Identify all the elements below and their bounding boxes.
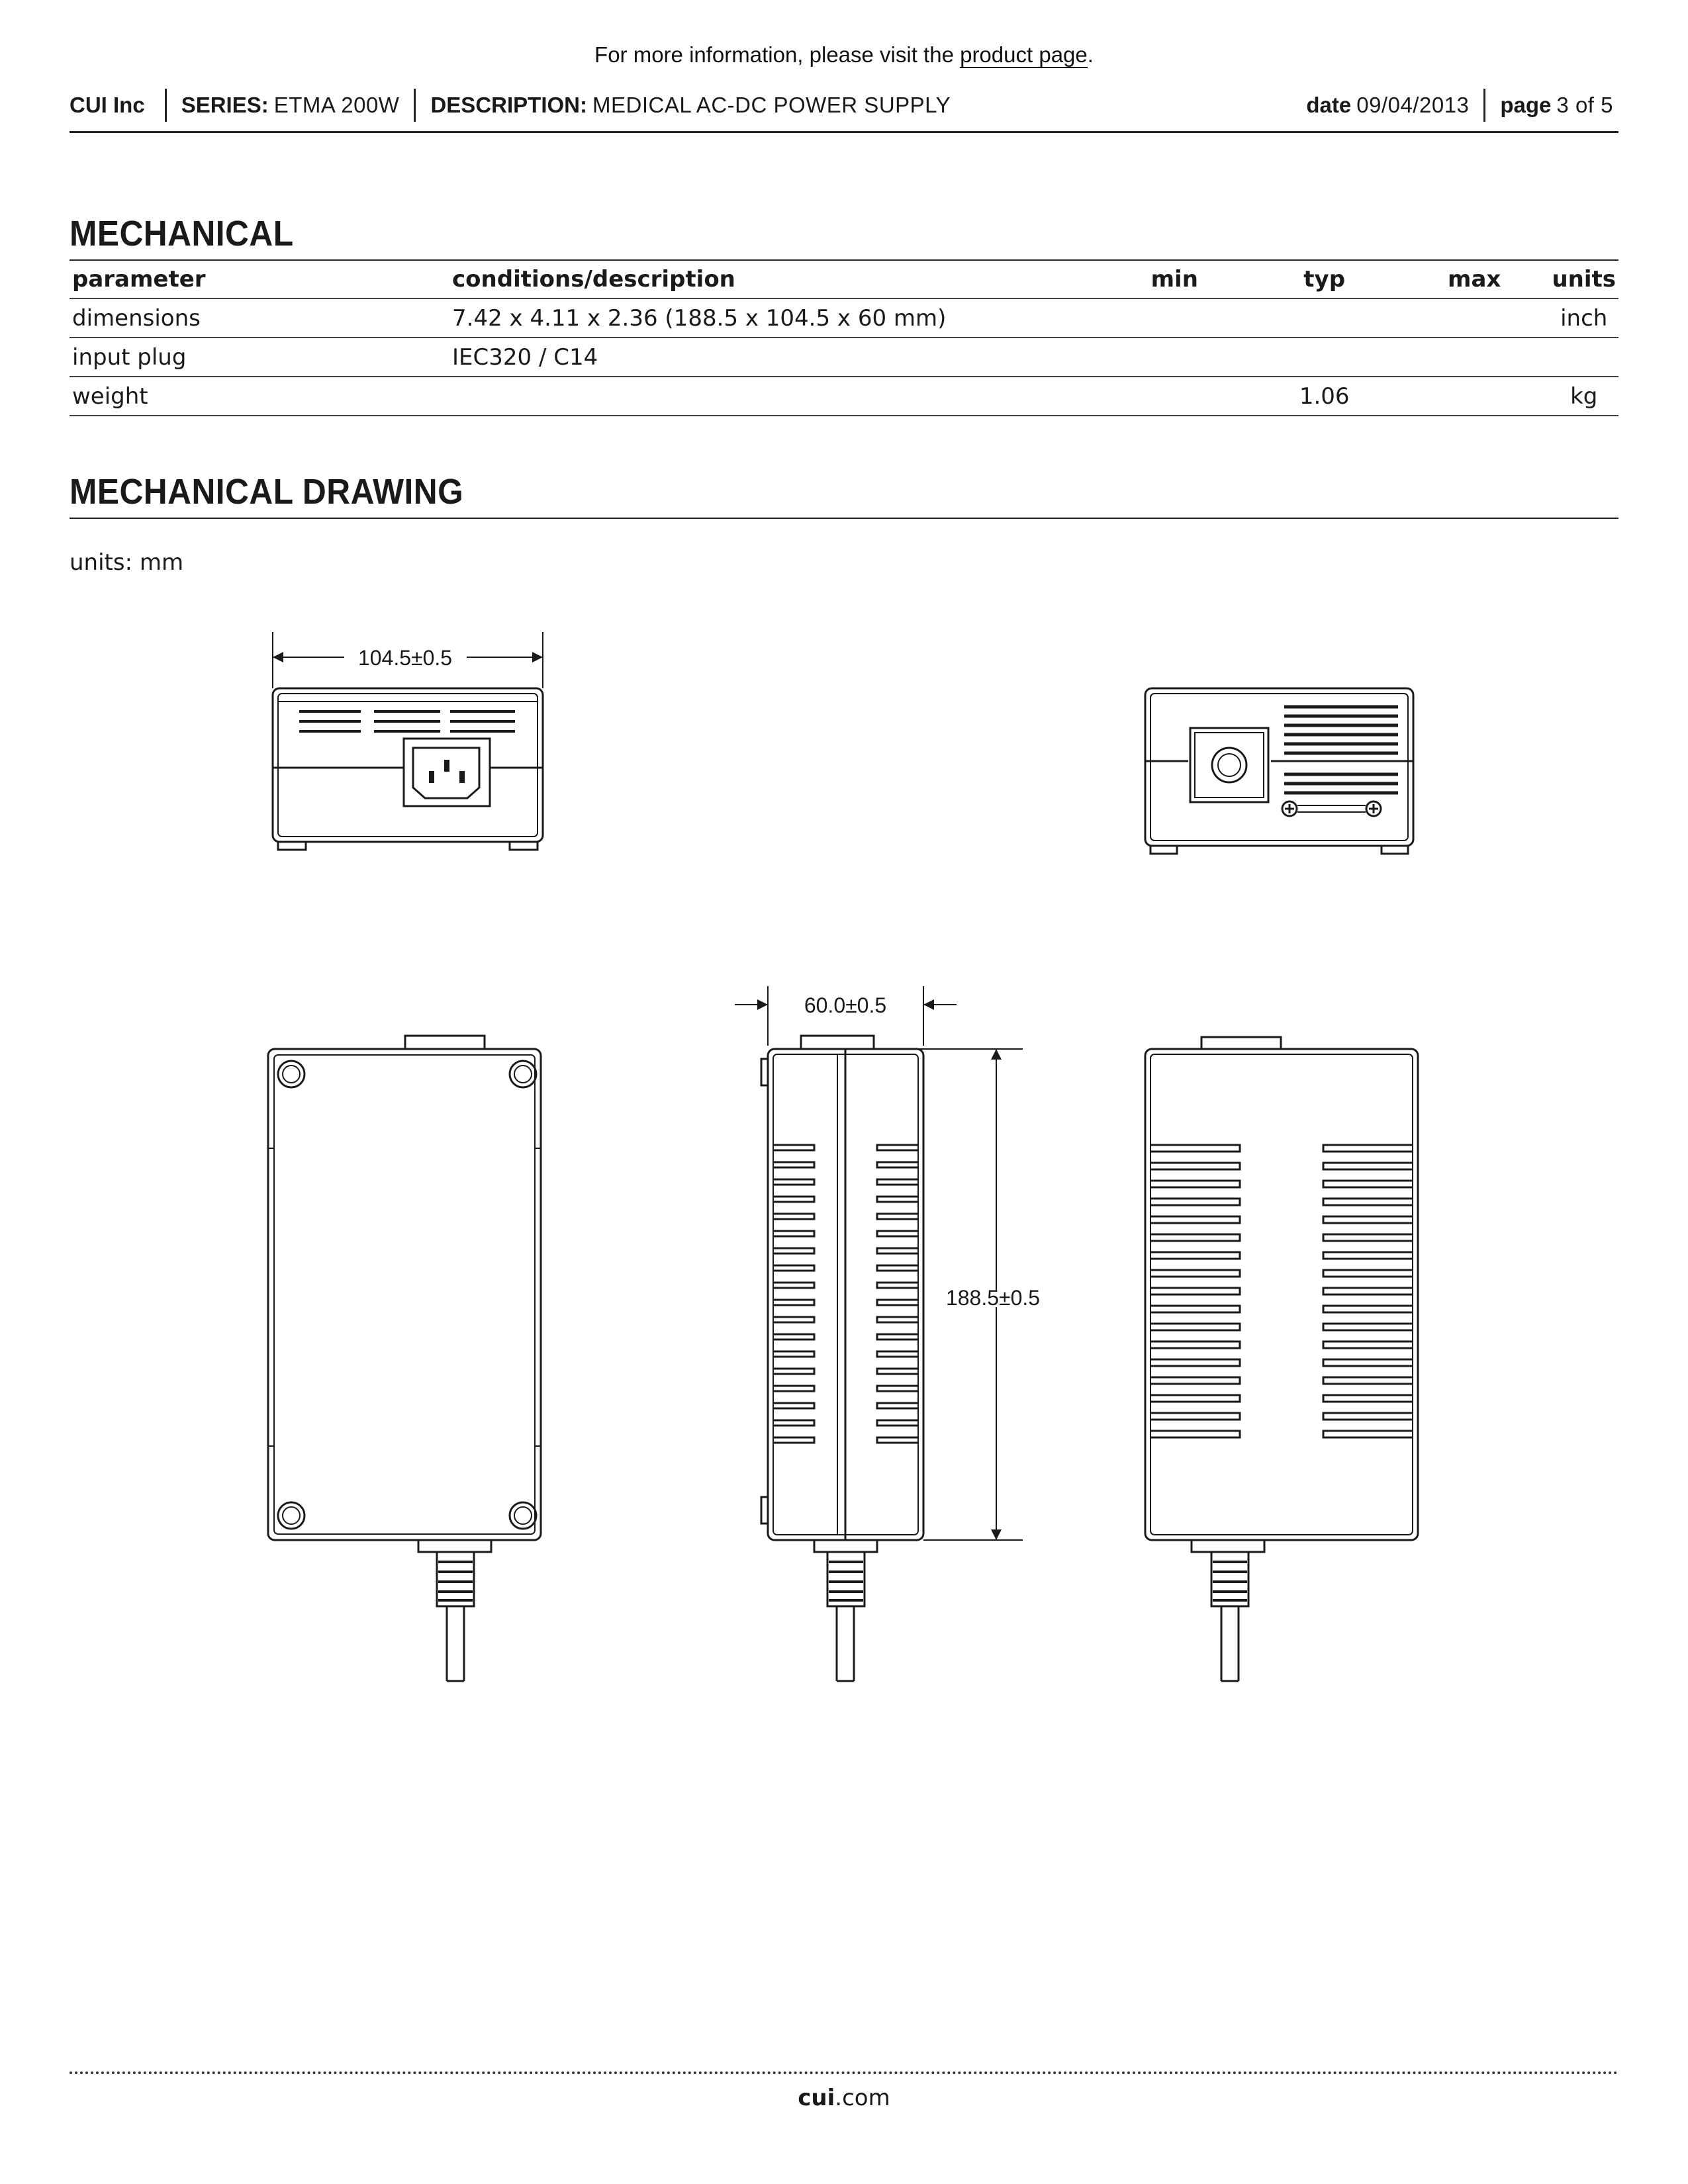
company-name: CUI Inc: [70, 93, 145, 117]
col-typ: typ: [1249, 260, 1399, 298]
date-value: 09/04/2013: [1356, 93, 1470, 117]
mechanical-title: MECHANICAL: [70, 214, 294, 253]
cell-units: inch: [1549, 298, 1618, 338]
footer-brand-rest[interactable]: .com: [835, 2085, 890, 2111]
date-label: date: [1306, 93, 1352, 117]
cell-parameter: input plug: [70, 338, 449, 377]
col-units: units: [1549, 260, 1618, 298]
page-value: 3 of 5: [1556, 93, 1613, 117]
bottom-view: [268, 1036, 541, 1681]
footer-brand-bold[interactable]: cui: [798, 2085, 835, 2111]
dim-length-label: 188.5±0.5: [945, 1286, 1041, 1310]
cell-typ: 1.06: [1249, 377, 1399, 416]
cell-conditions: IEC320 / C14: [449, 338, 1100, 377]
col-conditions: conditions/description: [449, 260, 1100, 298]
footer: [0, 2085, 1688, 2111]
side-view: [735, 986, 1023, 1681]
cell-units: kg: [1549, 377, 1618, 416]
cell-parameter: weight: [70, 377, 449, 416]
series-value: ETMA 200W: [273, 93, 400, 117]
page-label: page: [1500, 93, 1552, 117]
col-min: min: [1100, 260, 1249, 298]
col-max: max: [1399, 260, 1550, 298]
top-note-suffix: .: [1087, 42, 1094, 67]
drawing-title: MECHANICAL DRAWING: [70, 472, 464, 512]
units-note: units: mm: [70, 549, 184, 576]
product-page-link[interactable]: product page: [960, 42, 1088, 67]
top-note-prefix: For more information, please visit the: [594, 42, 954, 67]
top-view: [1145, 1037, 1418, 1681]
col-parameter: parameter: [70, 260, 449, 298]
series-label: SERIES:: [181, 93, 269, 117]
cell-conditions: 7.42 x 4.11 x 2.36 (188.5 x 104.5 x 60 mm): [449, 298, 1100, 338]
description-value: MEDICAL AC-DC POWER SUPPLY: [592, 93, 951, 117]
rear-view: [1145, 688, 1413, 854]
cell-parameter: dimensions: [70, 298, 449, 338]
dim-width-label: 104.5±0.5: [357, 646, 453, 670]
footer-rule: [70, 2071, 1618, 2074]
description-label: DESCRIPTION:: [430, 93, 587, 117]
dim-depth-label: 60.0±0.5: [804, 993, 887, 1017]
